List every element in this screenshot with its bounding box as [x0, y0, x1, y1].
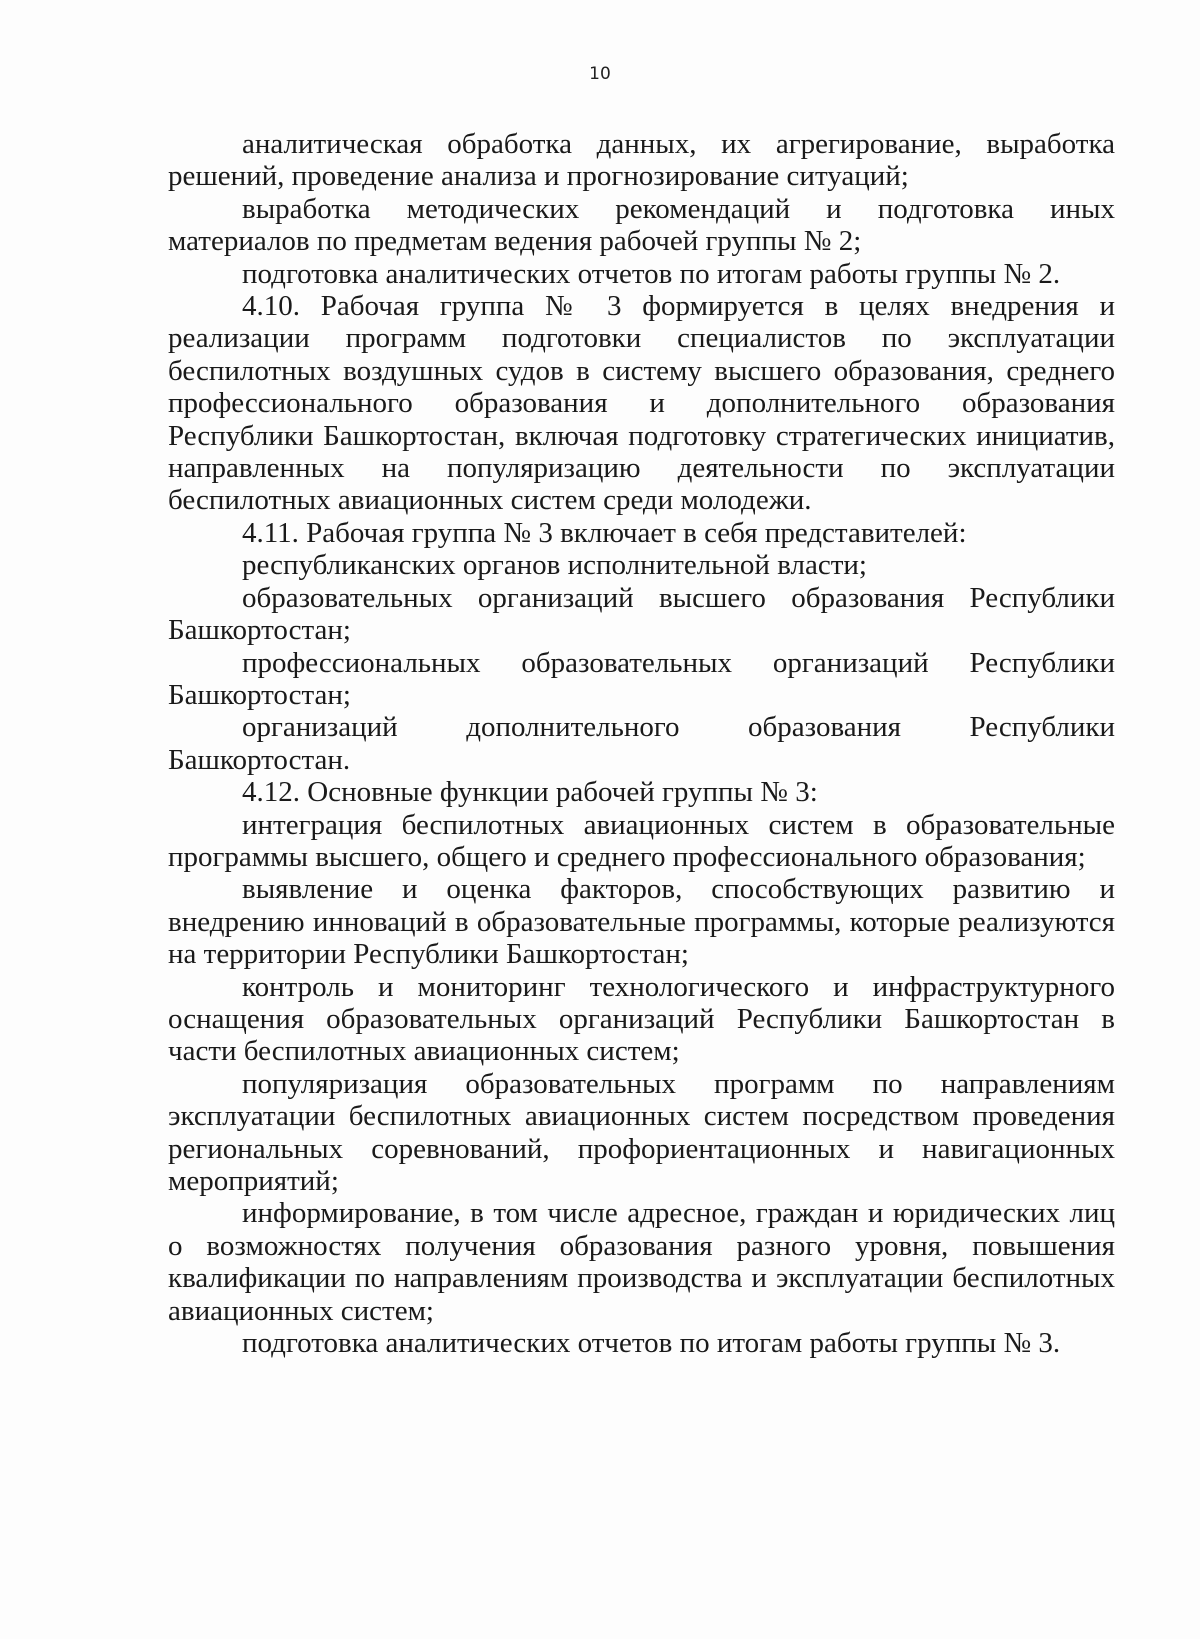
function-informing: информирование, в том числе адресное, граждан и юридических лиц о возможностях получения образования разного уровня, повышения квалификации по направлениям производства и эксплуатации беспилотных авиационных систем;: [168, 1197, 1115, 1327]
function-innovation-assessment: выявление и оценка факторов, способствующих развитию и внедрению инноваций в образовательные программы, которые реализуются на территории Республики Башкортостан;: [168, 873, 1115, 971]
paragraph-analytics: аналитическая обработка данных, их агрегирование, выработка решений, проведение анализа и прогнозирование ситуаций;: [168, 128, 1115, 193]
document-body: [168, 128, 1115, 1359]
function-monitoring: контроль и мониторинг технологического и инфраструктурного оснащения образовательных организаций Республики Башкортостан в части беспилотных авиационных систем;: [168, 970, 1115, 1068]
function-integration: интеграция беспилотных авиационных систем в образовательные программы высшего, общего и среднего профессионального образования;: [168, 808, 1115, 873]
list-item-professional-education: профессиональных образовательных организаций Республики Башкортостан;: [168, 646, 1115, 711]
paragraph-reports-group-2: подготовка аналитических отчетов по итогам работы группы № 2.: [242, 257, 1061, 290]
list-item-executive-bodies: республиканских органов исполнительной власти;: [242, 549, 867, 582]
page-number: 10: [589, 64, 611, 84]
list-item-additional-education: организаций дополнительного образования Республики Башкортостан.: [168, 711, 1115, 776]
paragraph-4-11: 4.11. Рабочая группа № 3 включает в себя представителей:: [242, 516, 967, 549]
paragraph-4-12: 4.12. Основные функции рабочей группы № 3:: [242, 776, 818, 809]
function-popularization: популяризация образовательных программ по направлениям эксплуатации беспилотных авиационных систем посредством проведения региональных соревнований, профориентационных и навигационных мероприятий;: [168, 1067, 1115, 1197]
list-item-higher-education: образовательных организаций высшего образования Республики Башкортостан;: [168, 581, 1115, 647]
paragraph-methodical-recommendations: выработка методических рекомендаций и подготовка иных материалов по предметам ведения рабочей группы № 2;: [168, 192, 1115, 258]
function-reports-group-3: подготовка аналитических отчетов по итогам работы группы № 3.: [242, 1327, 1061, 1360]
paragraph-4-10: 4.10. Рабочая группа № 3 формируется в целях внедрения и реализации программ подготовки специалистов по эксплуатации беспилотных воздушных судов в систему высшего образования, среднего профессионального образования и дополнительного образования Республики Башкортостан, включая подготовку стратегических инициатив, направленных на популяризацию деятельности по эксплуатации беспилотных авиационных систем среди молодежи.: [168, 290, 1115, 517]
